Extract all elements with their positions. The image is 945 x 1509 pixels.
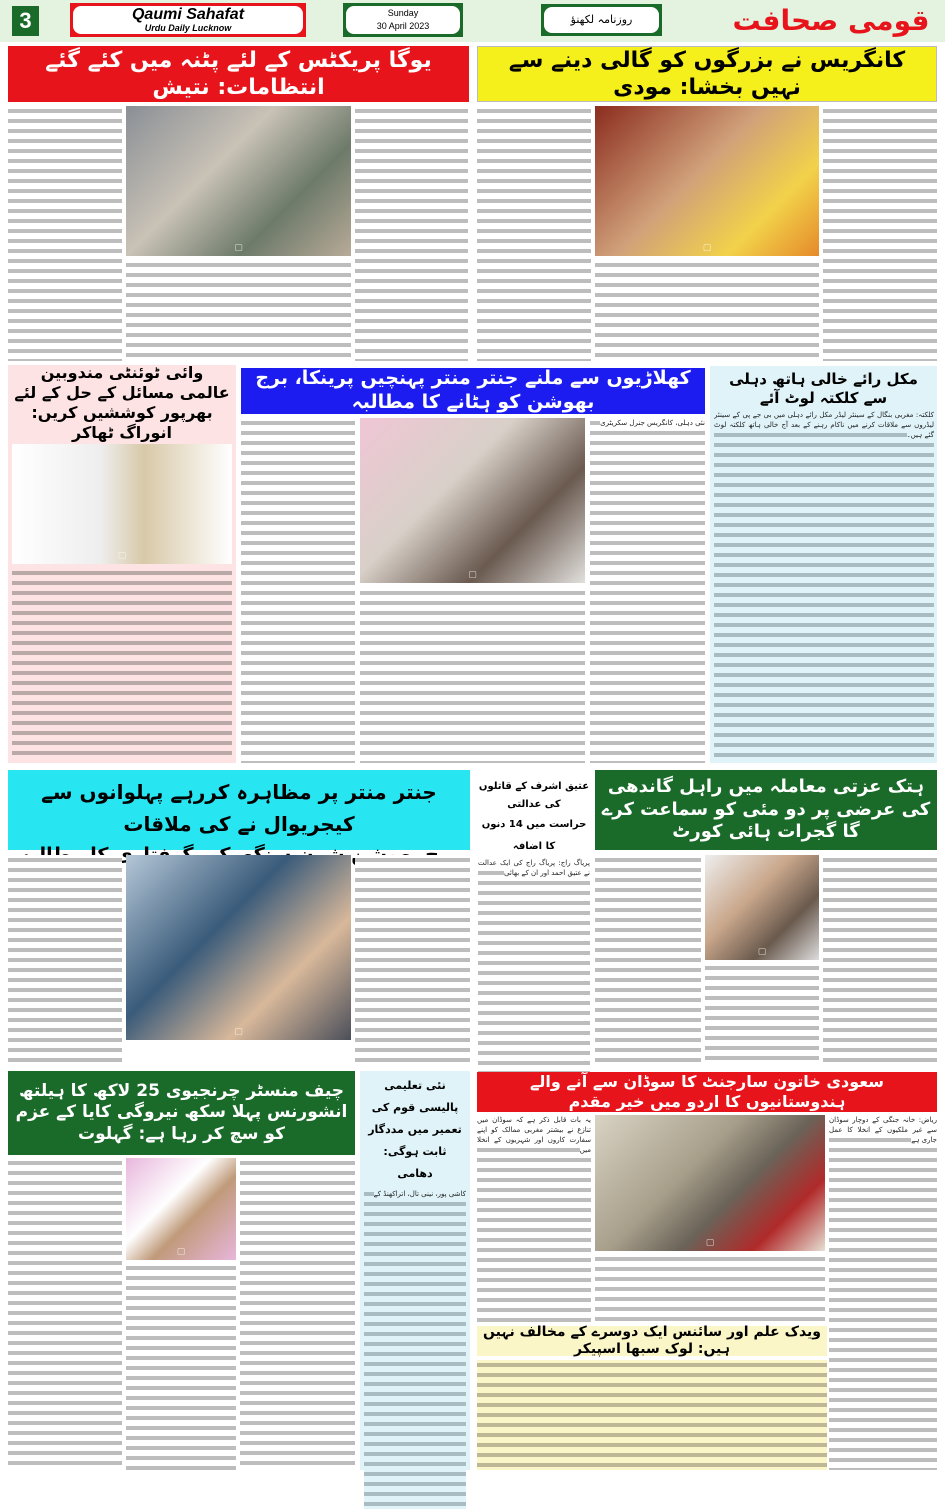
photo-priyanka: ▢ bbox=[360, 418, 585, 583]
photo-nitish: ▢ bbox=[126, 106, 351, 256]
paper-name: Qaumi Sahafat bbox=[131, 6, 245, 23]
paper-subtitle: Urdu Daily Lucknow bbox=[144, 23, 232, 33]
article-rahul-col2 bbox=[705, 963, 819, 1065]
article-atiq bbox=[478, 772, 590, 1065]
article-saudi-col1 bbox=[829, 1115, 937, 1470]
photo-anurag-thakur: ▢ bbox=[12, 444, 232, 564]
article-education-text bbox=[364, 1189, 466, 1509]
edition: روزنامہ لکھنؤ bbox=[544, 7, 659, 33]
article-atiq-text bbox=[478, 858, 590, 1093]
headline-y20: وائی ٹوئنٹی مندوبین عالمی مسائل کے حل کے لئے بھرپور کوششیں کریں: انوراگ ٹھاکر bbox=[14, 363, 230, 442]
article-y20-text bbox=[12, 568, 232, 760]
article-saudi-col3 bbox=[477, 1115, 591, 1322]
article-education bbox=[360, 1071, 470, 1470]
edition-box bbox=[541, 4, 662, 36]
headline-atiq-line2: حراست میں 14 دنوں کا اضافہ bbox=[481, 819, 587, 852]
headline-yoga: یوگا پریکٹس کے لئے پٹنہ میں کئے گئے انتظامات: نتیش bbox=[8, 46, 469, 102]
article-kejriwal-col3 bbox=[8, 855, 122, 1065]
photo-kejriwal: ▢ bbox=[126, 855, 351, 1040]
date: 30 April 2023 bbox=[376, 21, 430, 31]
article-kejriwal-col1 bbox=[355, 855, 470, 1065]
date-box bbox=[343, 3, 463, 37]
headline-modi: کانگریس نے بزرگوں کو گالی دینے سے نہیں بخشا: مودی bbox=[477, 46, 937, 102]
article-modi-col1 bbox=[823, 106, 937, 361]
headline-mukul: مکل رائے خالی ہاتھ دہلی سے کلکتہ لوٹ آئے bbox=[729, 370, 918, 407]
photo-saudi-sergeant: ▢ bbox=[595, 1115, 825, 1251]
article-mukul-lead: کلکتہ: مغربی بنگال کے سینئر لیڈر مکل رائے دہلی میں بی جے پی کے سینئر لیڈروں سے ملاقات کرنے میں ناکام رہنے کے بعد آج خالی ہاتھ کلکتہ لوٹ گئے ہیں۔ bbox=[714, 411, 934, 439]
headline-education: نئی تعلیمی پالیسی قوم کی تعمیر میں مددگار ثابت ہوگی: دھامی bbox=[368, 1079, 462, 1180]
headline-vedic: ویدک علم اور سائنس ایک دوسرے کے مخالف نہیں ہیں: لوک سبھا اسپیکر bbox=[477, 1326, 827, 1356]
article-saudi-lead2: یہ بات قابل ذکر ہے کہ سوڈان میں تنازع نے بیشتر مغربی ممالک کو اپنے سفارت کاروں اور شہریوں کے انخلا میں bbox=[477, 1116, 591, 1154]
article-education-lead: کاشی پور، نینی تال، اتراکھنڈ کے bbox=[373, 1190, 466, 1198]
page-number: 3 bbox=[12, 6, 39, 36]
article-gehlot-col3 bbox=[8, 1158, 122, 1470]
paper-name-box bbox=[70, 3, 306, 37]
headline-saudi: سعودی خاتون سارجنٹ کا سوڈان سے آنے والے ہندوستانیوں کا اردو میں خیر مقدم bbox=[477, 1072, 937, 1112]
article-vedic-text bbox=[477, 1360, 827, 1470]
headline-atiq-line1: عتیق اشرف کے قاتلوں کی عدالتی bbox=[478, 781, 590, 810]
article-rahul-col1 bbox=[823, 855, 937, 1065]
masthead-urdu: قومی صحافت bbox=[732, 4, 930, 37]
article-gehlot-col2 bbox=[126, 1263, 236, 1470]
headline-kejriwal-line1: جنتر منتر پر مظاہرہ کررہے پہلوانوں سے کیجریوال نے کی ملاقات bbox=[41, 780, 437, 836]
article-priyanka-lead: نئی دہلی، کانگریس جنرل سکریٹری bbox=[600, 419, 705, 427]
article-yoga-col2 bbox=[126, 260, 351, 360]
photo-modi: ▢ bbox=[595, 106, 819, 256]
photo-rahul-gandhi: ▢ bbox=[705, 855, 819, 960]
article-priyanka-col3 bbox=[241, 418, 355, 763]
headline-priyanka: کھلاڑیوں سے ملنے جنتر منتر پہنچیں پرینکا، برج بھوشن کو ہٹانے کا مطالبہ bbox=[241, 368, 705, 414]
photo-gehlot: ▢ bbox=[126, 1158, 236, 1260]
article-gehlot-col1 bbox=[240, 1158, 355, 1470]
headline-gehlot: چیف منسٹر چرنجیوی 25 لاکھ کا ہیلتھ انشورنس پہلا سکھ نیروگی کایا کے عزم کو سچ کر رہا ہے: گہلوت bbox=[8, 1071, 355, 1155]
article-priyanka-col1 bbox=[590, 418, 705, 763]
article-rahul-col3 bbox=[595, 855, 701, 1065]
headline-rahul: ہتک عزتی معاملہ میں راہل گاندھی کی عرضی پر دو مئی کو سماعت کرے گا گجرات ہائی کورٹ bbox=[595, 770, 937, 850]
article-yoga-col3 bbox=[8, 106, 122, 361]
article-yoga-col1 bbox=[355, 106, 468, 361]
article-saudi-col2 bbox=[595, 1254, 825, 1322]
article-atiq-lead: پریاگ راج: پریاگ راج کی ایک عدالت نے عتیق احمد اور ان کے بھائی bbox=[478, 859, 590, 877]
article-modi-col3 bbox=[477, 106, 591, 361]
article-modi-col2 bbox=[595, 260, 819, 360]
article-priyanka-col2 bbox=[360, 588, 585, 763]
headline-kejriwal bbox=[8, 770, 470, 850]
article-mukul-text bbox=[714, 410, 934, 760]
day: Sunday bbox=[387, 8, 419, 18]
article-saudi-lead: ریاض: خانہ جنگی کے دوچار سوڈان سے غیر ملکیوں کے انخلا کا عمل جاری ہے bbox=[829, 1116, 937, 1144]
